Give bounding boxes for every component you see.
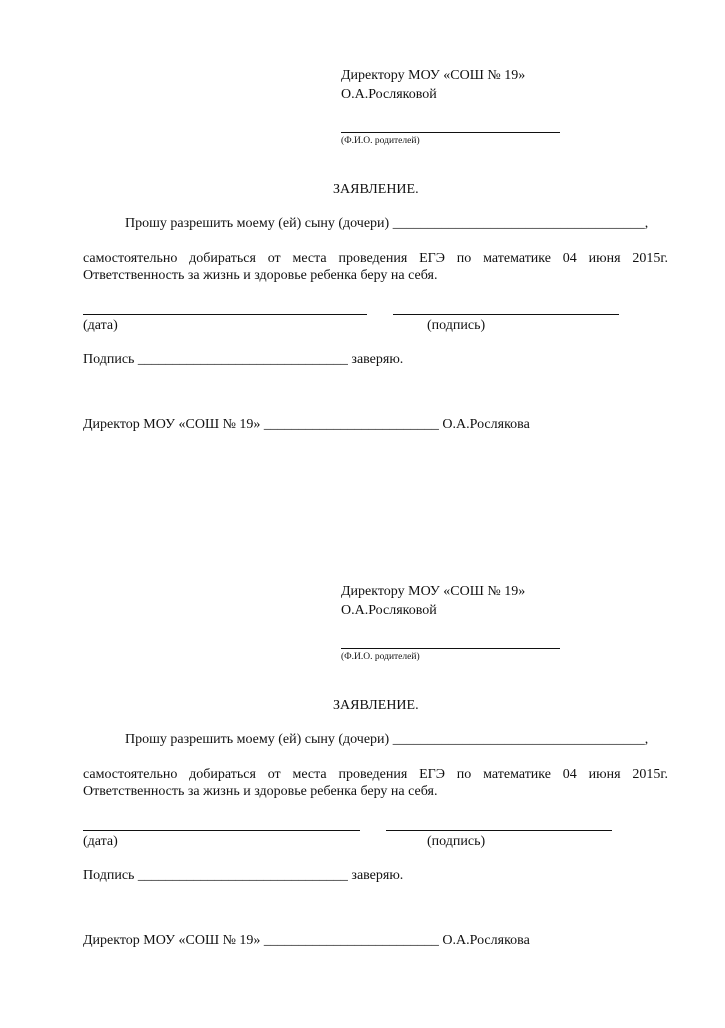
certify-line: Подпись ______________________________ заверяю. <box>83 352 404 367</box>
director-line: Директор МОУ «СОШ № 19» _________________________ О.А.Рослякова <box>83 417 530 432</box>
date-line[interactable] <box>83 830 360 831</box>
heading: ЗАЯВЛЕНИЕ. <box>333 182 419 197</box>
signature-line[interactable] <box>386 830 612 831</box>
addressee-line-1: Директору МОУ «СОШ № 19» <box>341 68 526 83</box>
date-caption: (дата) <box>83 834 118 849</box>
body-line-2: Ответственность за жизнь и здоровье ребенка беру на себя. <box>83 784 438 799</box>
body-line-1: самостоятельно добираться от места проведения ЕГЭ по математике 04 июня 2015г. <box>83 767 668 782</box>
parents-name-line[interactable] <box>341 648 560 649</box>
parents-caption: (Ф.И.О. родителей) <box>341 652 420 662</box>
signature-caption: (подпись) <box>427 834 486 849</box>
addressee-line-2: О.А.Росляковой <box>341 603 437 618</box>
director-line: Директор МОУ «СОШ № 19» _________________________ О.А.Рослякова <box>83 933 530 948</box>
signature-line[interactable] <box>393 314 619 315</box>
date-caption: (дата) <box>83 318 118 333</box>
request-line: Прошу разрешить моему (ей) сыну (дочери) ____________________________________, <box>125 216 649 231</box>
addressee-line-2: О.А.Росляковой <box>341 87 437 102</box>
heading: ЗАЯВЛЕНИЕ. <box>333 698 419 713</box>
application-form-1 <box>0 0 725 512</box>
date-line[interactable] <box>83 314 367 315</box>
parents-caption: (Ф.И.О. родителей) <box>341 136 420 146</box>
body-line-2: Ответственность за жизнь и здоровье ребенка беру на себя. <box>83 268 438 283</box>
body-line-1: самостоятельно добираться от места проведения ЕГЭ по математике 04 июня 2015г. <box>83 251 668 266</box>
addressee-line-1: Директору МОУ «СОШ № 19» <box>341 584 526 599</box>
certify-line: Подпись ______________________________ заверяю. <box>83 868 404 883</box>
request-line: Прошу разрешить моему (ей) сыну (дочери) ____________________________________, <box>125 732 649 747</box>
application-form-2 <box>0 516 725 1028</box>
signature-caption: (подпись) <box>427 318 486 333</box>
parents-name-line[interactable] <box>341 132 560 133</box>
